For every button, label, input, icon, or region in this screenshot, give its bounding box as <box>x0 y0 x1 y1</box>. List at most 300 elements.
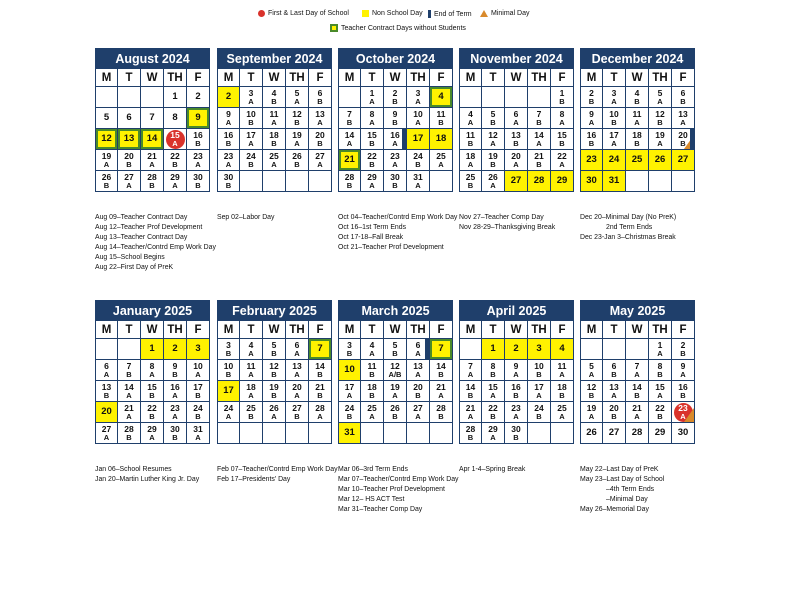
day-number: 20 <box>124 150 134 161</box>
weekday-label: M <box>580 69 603 87</box>
day-number: 22 <box>488 402 498 413</box>
day-number: 24 <box>413 150 423 161</box>
day-number: 18 <box>367 381 377 392</box>
day-cell <box>95 402 118 423</box>
day-number: 25 <box>269 150 279 161</box>
day-cell <box>217 171 240 192</box>
weekday-label: TH <box>528 69 551 87</box>
day-cell <box>505 402 528 423</box>
day-number: 14 <box>124 381 134 392</box>
weekday-label: F <box>672 321 695 339</box>
day-rotation: B <box>225 139 232 148</box>
day-cell <box>551 87 574 108</box>
day-number: 13 <box>123 133 135 145</box>
day-cell <box>482 402 505 423</box>
month-title: March 2025 <box>338 300 453 321</box>
day-number: 19 <box>269 381 279 392</box>
day-rotation: B <box>271 370 277 379</box>
day-cell <box>141 423 164 444</box>
day-cell <box>141 129 164 150</box>
day-cell <box>141 360 164 381</box>
day-cell <box>217 129 240 150</box>
day-number: 16 <box>511 381 521 392</box>
day-cell <box>626 87 649 108</box>
day-number: 11 <box>367 360 377 371</box>
day-cell <box>286 171 309 192</box>
day-cell <box>649 171 672 192</box>
day-rotation: B <box>588 391 595 400</box>
day-number: 19 <box>655 129 665 140</box>
day-number: 30 <box>390 171 400 182</box>
day-rotation: A <box>611 139 617 148</box>
day-number: 15 <box>367 129 377 140</box>
day-number: 22 <box>170 150 180 161</box>
note-line: –Minimal Day <box>606 496 648 503</box>
day-number: 23 <box>511 402 521 413</box>
day-cell <box>649 87 672 108</box>
day-rotation: B <box>346 412 353 421</box>
weekday-header <box>580 321 695 339</box>
day-rotation: A <box>513 370 519 379</box>
end-of-term-bar-icon <box>425 339 429 359</box>
day-rotation: B <box>634 97 640 106</box>
month-title: November 2024 <box>459 48 574 69</box>
day-number: 7 <box>468 360 473 371</box>
weekday-label: M <box>459 69 482 87</box>
month-title: September 2024 <box>217 48 332 69</box>
day-cell <box>528 402 551 423</box>
day-number: 12 <box>101 133 112 145</box>
day-number: 20 <box>511 150 521 161</box>
day-number: 4 <box>438 91 444 103</box>
day-cell <box>164 339 187 360</box>
weekday-label: F <box>309 69 332 87</box>
day-rotation: A <box>467 370 474 379</box>
weekday-label: W <box>141 321 164 339</box>
day-cell <box>95 360 118 381</box>
day-rotation: B <box>438 118 444 127</box>
day-cell <box>338 129 361 150</box>
weekday-label: F <box>430 69 453 87</box>
day-number: 4 <box>271 87 277 98</box>
day-number: 30 <box>677 427 689 439</box>
day-number: 26 <box>269 402 279 413</box>
day-cell <box>361 171 384 192</box>
day-cell <box>459 108 482 129</box>
day-cell <box>482 360 505 381</box>
legend <box>0 0 786 40</box>
note-line: Oct 21–Teacher Prof Development <box>338 244 444 251</box>
orange-triangle-icon <box>480 10 488 17</box>
day-rotation: A <box>271 118 277 127</box>
day-number: 17 <box>193 381 203 392</box>
day-rotation: B <box>657 412 663 421</box>
note-line: Mar 12– HS ACT Test <box>338 496 405 503</box>
note-line: Aug 14–Teacher/Contrd Emp Work Day <box>95 244 216 251</box>
note-line: Jan 20–Martin Luther King Jr. Day <box>95 476 200 483</box>
weekday-label: F <box>187 321 210 339</box>
day-number: 17 <box>344 381 355 392</box>
weekday-label: F <box>187 69 210 87</box>
day-number: 29 <box>488 423 498 434</box>
day-cell <box>141 402 164 423</box>
day-cell <box>384 381 407 402</box>
weekday-label: TH <box>407 321 430 339</box>
day-cell <box>217 360 240 381</box>
day-cell <box>141 171 164 192</box>
note-line: Aug 15–School Begins <box>95 254 165 261</box>
day-rotation: B <box>536 412 542 421</box>
day-cell <box>95 87 118 108</box>
day-grid <box>580 87 695 192</box>
day-cell <box>95 108 118 129</box>
month-7 <box>338 300 453 444</box>
day-number: 26 <box>586 427 597 439</box>
day-rotation: B <box>317 391 323 400</box>
day-cell <box>551 360 574 381</box>
day-cell <box>459 87 482 108</box>
weekday-label: M <box>95 321 118 339</box>
day-rotation: A <box>317 160 323 169</box>
day-number: 29 <box>147 423 157 434</box>
day-number: 18 <box>557 381 567 392</box>
day-cell <box>528 360 551 381</box>
day-number: 14 <box>632 381 642 392</box>
day-cell <box>240 360 263 381</box>
day-rotation: B <box>149 181 155 190</box>
day-number: 30 <box>511 423 521 434</box>
day-rotation: B <box>513 139 519 148</box>
day-cell <box>672 150 695 171</box>
day-cell <box>240 339 263 360</box>
day-number: 7 <box>438 343 444 355</box>
day-cell <box>361 360 384 381</box>
note-line: Aug 12–Teacher Prof Development <box>95 224 203 231</box>
day-number: 17 <box>412 133 424 145</box>
day-number: 21 <box>315 381 325 392</box>
day-rotation: A <box>657 97 663 106</box>
day-rotation: B <box>294 118 300 127</box>
day-number: 31 <box>608 175 620 187</box>
day-number: 23 <box>193 150 203 161</box>
day-number: 13 <box>101 381 112 392</box>
day-cell <box>551 150 574 171</box>
day-cell <box>505 339 528 360</box>
day-cell <box>649 360 672 381</box>
day-rotation: A <box>490 181 496 190</box>
day-rotation: A <box>271 412 277 421</box>
day-number: 30 <box>223 171 234 182</box>
day-number: 6 <box>104 360 109 371</box>
day-number: 25 <box>246 402 256 413</box>
day-cell <box>361 339 384 360</box>
day-rotation: A <box>126 391 132 400</box>
day-cell <box>309 402 332 423</box>
day-number: 27 <box>124 171 134 182</box>
day-cell <box>603 360 626 381</box>
weekday-label: F <box>309 321 332 339</box>
day-rotation: B <box>225 349 232 358</box>
day-number: 10 <box>344 364 355 376</box>
day-cell <box>384 129 407 150</box>
day-cell <box>118 360 141 381</box>
green-box-icon <box>330 24 338 32</box>
day-rotation: A <box>369 181 375 190</box>
weekday-label: T <box>240 321 263 339</box>
weekday-header <box>217 321 332 339</box>
day-rotation: A <box>149 160 155 169</box>
weekday-label: T <box>482 321 505 339</box>
day-cell <box>649 402 672 423</box>
day-cell <box>164 402 187 423</box>
day-cell <box>459 402 482 423</box>
day-cell <box>551 171 574 192</box>
day-number: 3 <box>611 87 617 98</box>
day-number: 26 <box>292 150 302 161</box>
day-cell <box>407 381 430 402</box>
day-cell <box>430 108 453 129</box>
day-cell <box>603 171 626 192</box>
day-cell <box>528 381 551 402</box>
day-cell <box>580 129 603 150</box>
day-rotation: B <box>126 370 132 379</box>
day-cell <box>164 381 187 402</box>
day-rotation: B <box>559 139 565 148</box>
day-rotation: B <box>317 370 323 379</box>
day-rotation: A <box>588 370 595 379</box>
day-rotation: B <box>680 97 686 106</box>
day-rotation: A <box>588 118 595 127</box>
weekday-label: W <box>263 69 286 87</box>
day-rotation: A <box>392 391 398 400</box>
day-rotation: A <box>634 412 640 421</box>
day-rotation: B <box>172 370 178 379</box>
day-rotation: B <box>438 370 444 379</box>
weekday-label: M <box>217 321 240 339</box>
day-number: 15 <box>170 129 180 140</box>
day-number: 26 <box>654 154 666 166</box>
day-number: 28 <box>436 402 446 413</box>
month-notes <box>580 465 730 515</box>
day-cell <box>187 108 210 129</box>
day-number: 18 <box>269 129 279 140</box>
day-rotation: B <box>195 139 201 148</box>
legend-non-school <box>362 10 423 17</box>
day-cell <box>482 423 505 444</box>
day-number: 7 <box>126 360 132 371</box>
day-number: 12 <box>488 129 498 140</box>
day-rotation: A <box>559 370 565 379</box>
day-rotation: A <box>513 160 519 169</box>
day-cell <box>187 129 210 150</box>
day-rotation: B <box>369 139 375 148</box>
day-rotation: A <box>657 391 663 400</box>
day-cell <box>459 423 482 444</box>
day-number: 10 <box>609 108 619 119</box>
day-rotation: A <box>369 349 375 358</box>
day-number: 23 <box>223 150 234 161</box>
day-grid <box>217 87 332 192</box>
day-cell <box>626 360 649 381</box>
day-number: 28 <box>315 402 325 413</box>
day-rotation: A <box>513 412 519 421</box>
day-cell <box>187 423 210 444</box>
day-number: 13 <box>315 108 325 119</box>
day-rotation: B <box>248 412 254 421</box>
note-line: Oct 16–1st Term Ends <box>338 224 407 231</box>
day-number: 14 <box>344 129 355 140</box>
day-number: 20 <box>609 402 619 413</box>
day-cell <box>407 171 430 192</box>
month-6 <box>217 300 332 444</box>
day-number: 20 <box>315 129 325 140</box>
day-cell <box>95 423 118 444</box>
day-rotation: A <box>588 412 595 421</box>
note-line: Dec 23-Jan 3–Christmas Break <box>580 234 676 241</box>
day-number: 9 <box>392 108 398 119</box>
day-rotation: A <box>438 391 444 400</box>
day-rotation: A <box>195 433 201 442</box>
day-cell <box>430 87 453 108</box>
legend-first-last-label: First & Last Day of School <box>268 10 349 17</box>
day-rotation: A <box>415 118 421 127</box>
day-cell <box>672 360 695 381</box>
day-cell <box>240 423 263 444</box>
weekday-label: M <box>580 321 603 339</box>
day-number: 19 <box>390 381 400 392</box>
day-rotation: B <box>490 370 496 379</box>
day-cell <box>505 171 528 192</box>
day-cell <box>649 423 672 444</box>
day-number: 22 <box>557 150 567 161</box>
day-cell <box>505 87 528 108</box>
day-rotation: A <box>415 97 421 106</box>
day-cell <box>217 423 240 444</box>
day-cell <box>164 108 187 129</box>
day-number: 6 <box>513 108 519 119</box>
day-number: 30 <box>193 171 203 182</box>
day-number: 19 <box>586 402 597 413</box>
day-rotation: A <box>317 118 323 127</box>
day-cell <box>580 360 603 381</box>
day-cell <box>672 87 695 108</box>
day-cell <box>338 171 361 192</box>
day-cell <box>580 171 603 192</box>
day-cell <box>141 150 164 171</box>
day-number: 31 <box>413 171 423 182</box>
day-cell <box>164 360 187 381</box>
day-cell <box>309 129 332 150</box>
day-number: 26 <box>488 171 498 182</box>
day-cell <box>528 171 551 192</box>
day-rotation: A <box>438 160 444 169</box>
day-cell <box>118 423 141 444</box>
day-number: 18 <box>435 133 447 145</box>
day-cell <box>309 150 332 171</box>
end-of-term-bar-icon <box>402 129 406 149</box>
note-line: May 23–Last Day of School <box>580 476 665 483</box>
day-cell <box>384 360 407 381</box>
day-rotation: A <box>346 139 353 148</box>
day-rotation: B <box>467 139 474 148</box>
weekday-label: TH <box>407 69 430 87</box>
month-2 <box>338 48 453 192</box>
day-rotation: B <box>634 139 640 148</box>
day-number: 21 <box>344 154 355 166</box>
day-number: 7 <box>347 108 352 119</box>
day-grid <box>338 339 453 444</box>
day-cell <box>580 87 603 108</box>
day-cell <box>240 87 263 108</box>
day-number: 14 <box>436 360 446 371</box>
day-number: 10 <box>246 108 256 119</box>
day-grid <box>217 339 332 444</box>
day-rotation: A <box>680 370 686 379</box>
day-number: 14 <box>315 360 325 371</box>
day-rotation: B <box>467 433 474 442</box>
day-number: 17 <box>223 385 234 397</box>
day-cell <box>580 108 603 129</box>
day-cell <box>217 402 240 423</box>
day-number: 25 <box>465 171 476 182</box>
day-cell <box>361 381 384 402</box>
day-rotation: A <box>536 139 542 148</box>
day-cell <box>528 339 551 360</box>
weekday-label: M <box>459 321 482 339</box>
day-cell <box>505 129 528 150</box>
day-number: 25 <box>631 154 643 166</box>
day-number: 24 <box>534 402 544 413</box>
day-number: 16 <box>170 381 180 392</box>
day-number: 26 <box>101 171 112 182</box>
weekday-header <box>95 321 210 339</box>
weekday-label: T <box>240 69 263 87</box>
day-rotation: B <box>103 181 110 190</box>
day-number: 7 <box>634 360 640 371</box>
day-cell <box>217 381 240 402</box>
weekday-label: TH <box>649 69 672 87</box>
day-number: 3 <box>536 343 542 355</box>
day-cell <box>217 339 240 360</box>
day-cell <box>263 87 286 108</box>
day-cell <box>430 339 453 360</box>
day-number: 27 <box>413 402 423 413</box>
day-number: 9 <box>589 108 594 119</box>
day-number: 20 <box>101 406 112 418</box>
day-rotation: B <box>611 118 617 127</box>
day-number: 5 <box>103 112 110 124</box>
day-rotation: A <box>415 349 421 358</box>
day-cell <box>384 402 407 423</box>
day-number: 12 <box>292 108 302 119</box>
day-cell <box>459 171 482 192</box>
day-number: 11 <box>466 129 475 140</box>
legend-non-school-label: Non School Day <box>372 10 423 17</box>
weekday-label: W <box>626 69 649 87</box>
day-number: 11 <box>269 108 279 119</box>
day-rotation: A <box>225 412 232 421</box>
day-number: 7 <box>317 343 323 355</box>
day-number: 10 <box>413 108 423 119</box>
note-line: May 22–Last Day of PreK <box>580 466 659 473</box>
day-number: 25 <box>436 150 446 161</box>
day-number: 2 <box>680 339 686 350</box>
day-number: 30 <box>170 423 180 434</box>
day-rotation: B <box>195 391 201 400</box>
day-cell <box>626 129 649 150</box>
day-number: 1 <box>490 343 496 355</box>
day-number: 31 <box>344 427 355 439</box>
